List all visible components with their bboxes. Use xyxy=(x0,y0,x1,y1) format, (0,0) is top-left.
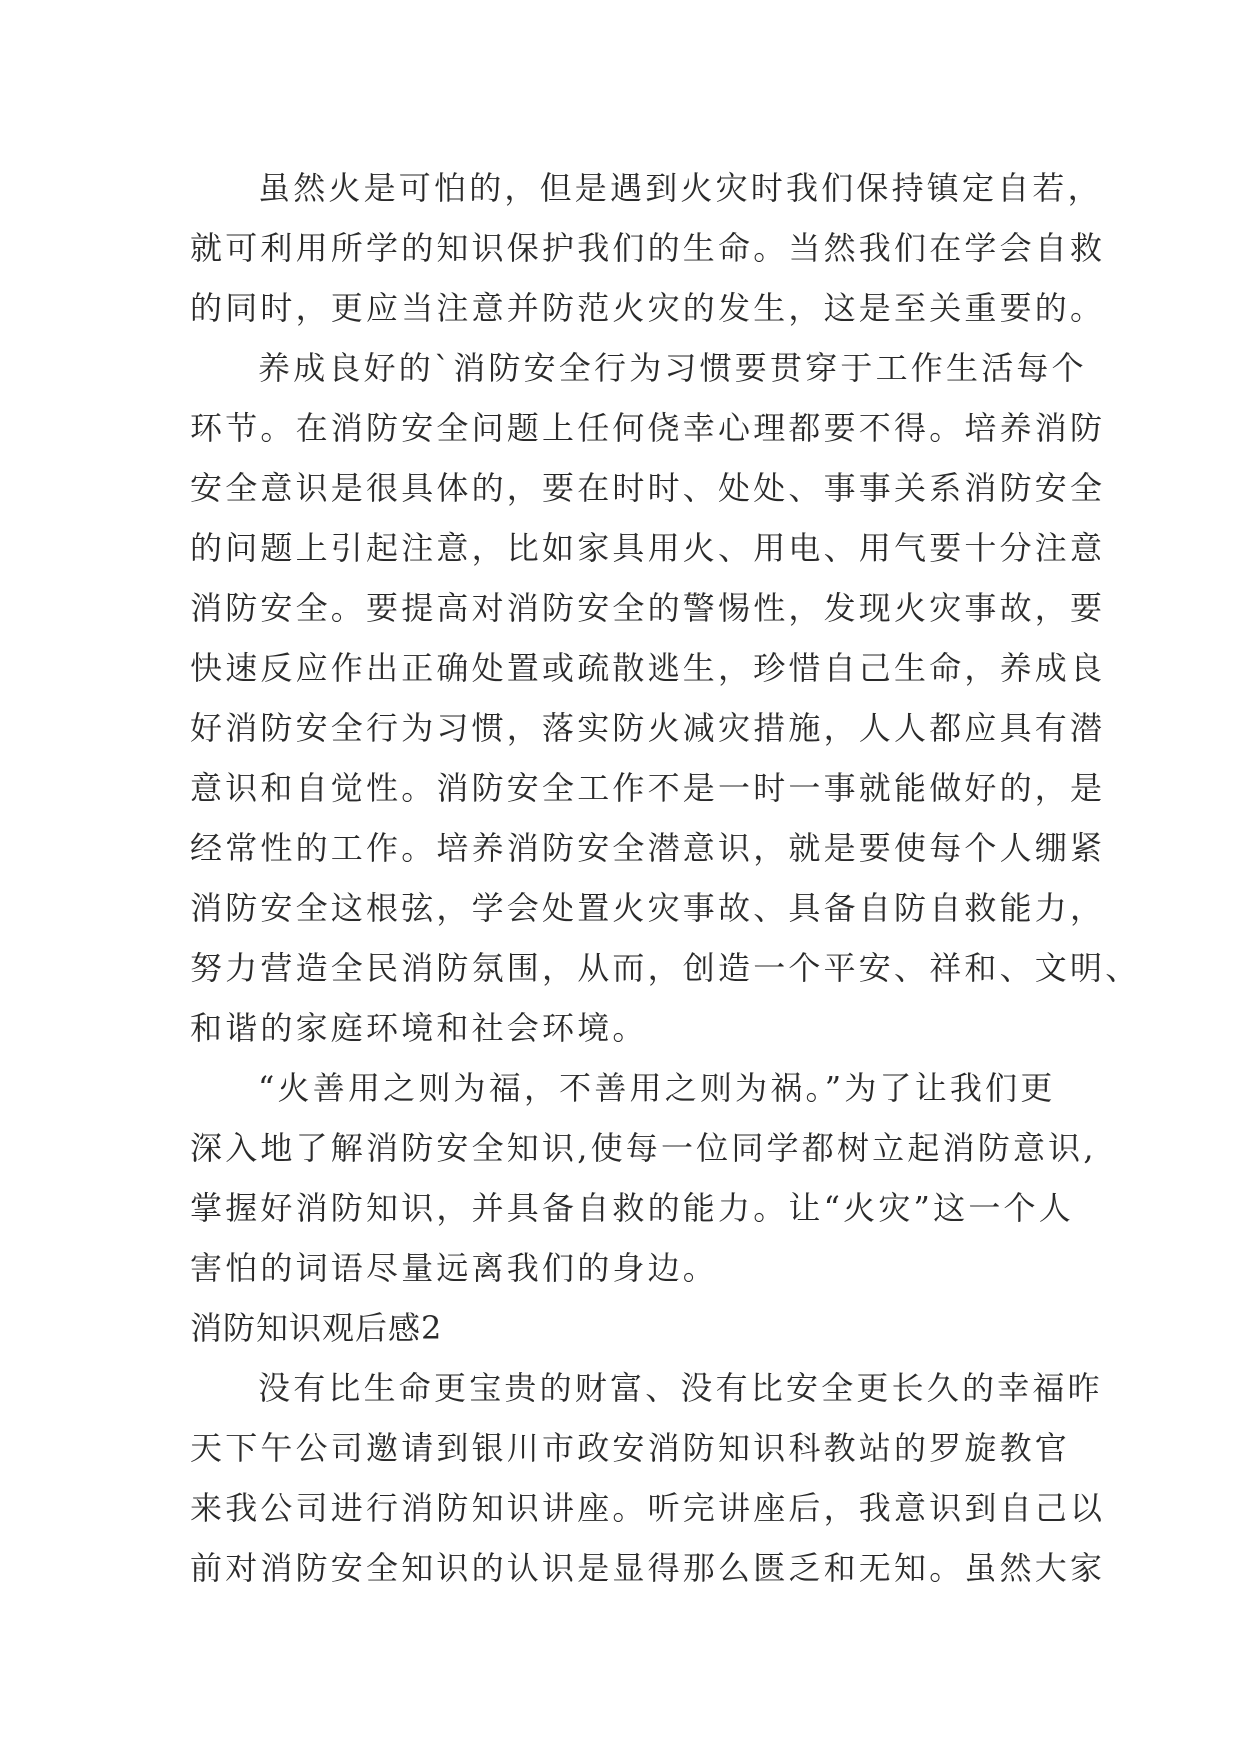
paragraph-4-line-2: 天下午公司邀请到银川市政安消防知识科教站的罗旋教官 xyxy=(190,1429,1071,1467)
paragraph-3-line-4: 害怕的词语尽量远离我们的身边。 xyxy=(190,1249,719,1287)
section-heading: 消防知识观后感2 xyxy=(190,1309,443,1347)
paragraph-2-line-9: 经常性的工作。培养消防安全潜意识，就是要使每个人绷紧 xyxy=(190,829,1106,867)
paragraph-4-line-1: 没有比生命更宝贵的财富、没有比安全更长久的幸福昨 xyxy=(258,1369,1103,1407)
paragraph-2-line-3: 安全意识是很具体的，要在时时、处处、事事关系消防安全 xyxy=(190,469,1106,507)
paragraph-3-line-2: 深入地了解消防安全知识,使每一位同学都树立起消防意识, xyxy=(190,1129,1097,1167)
paragraph-2-line-4: 的问题上引起注意，比如家具用火、用电、用气要十分注意 xyxy=(190,529,1106,567)
paragraph-2-line-6: 快速反应作出正确处置或疏散逃生，珍惜自己生命，养成良 xyxy=(190,649,1106,687)
paragraph-2-line-12: 和谐的家庭环境和社会环境。 xyxy=(190,1009,648,1047)
paragraph-2-line-5: 消防安全。要提高对消防安全的警惕性，发现火灾事故，要 xyxy=(190,589,1106,627)
paragraph-3-line-1: “火善用之则为福，不善用之则为祸。”为了让我们更 xyxy=(258,1069,1056,1107)
paragraph-1-line-3: 的同时，更应当注意并防范火灾的发生，这是至关重要的。 xyxy=(190,289,1106,327)
paragraph-2-line-10: 消防安全这根弦，学会处置火灾事故、具备自防自救能力， xyxy=(190,889,1106,927)
paragraph-2-line-11: 努力营造全民消防氛围，从而，创造一个平安、祥和、文明、 xyxy=(190,949,1141,987)
paragraph-3-line-3: 掌握好消防知识，并具备自救的能力。让“火灾”这一个人 xyxy=(190,1189,1074,1227)
paragraph-2-line-1: 养成良好的`消防安全行为习惯要贯穿于工作生活每个 xyxy=(258,349,1087,387)
paragraph-4-line-3: 来我公司进行消防知识讲座。听完讲座后，我意识到自己以 xyxy=(190,1489,1106,1527)
paragraph-2-line-2: 环节。在消防安全问题上任何侥幸心理都要不得。培养消防 xyxy=(190,409,1106,447)
paragraph-1-line-2: 就可利用所学的知识保护我们的生命。当然我们在学会自救 xyxy=(190,229,1106,267)
paragraph-2-line-7: 好消防安全行为习惯，落实防火减灾措施，人人都应具有潜 xyxy=(190,709,1106,747)
paragraph-4-line-4: 前对消防安全知识的认识是显得那么匮乏和无知。虽然大家 xyxy=(190,1549,1106,1587)
paragraph-2-line-8: 意识和自觉性。消防安全工作不是一时一事就能做好的，是 xyxy=(190,769,1106,807)
paragraph-1-line-1: 虽然火是可怕的，但是遇到火灾时我们保持镇定自若， xyxy=(258,169,1103,207)
